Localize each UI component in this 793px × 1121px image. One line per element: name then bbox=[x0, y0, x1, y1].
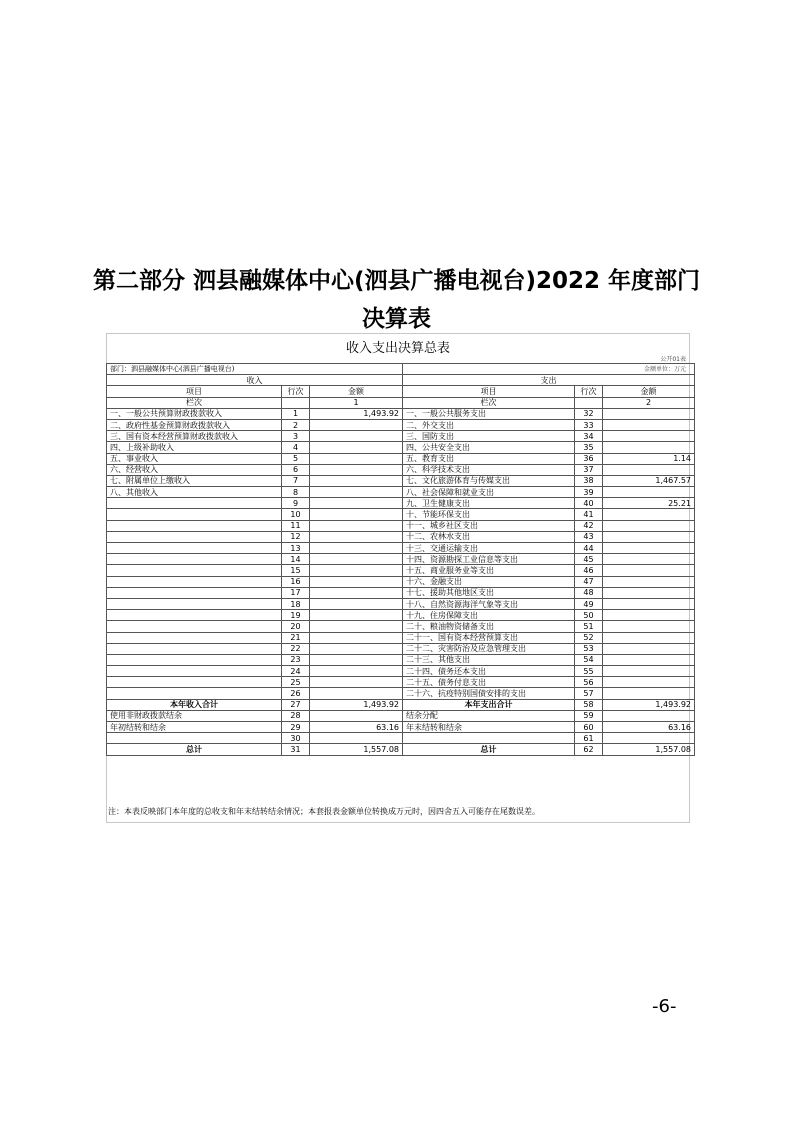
table-row bbox=[107, 621, 695, 632]
expense-item-header: 项目 bbox=[403, 386, 575, 397]
income-rowno-cell: 4 bbox=[282, 442, 310, 453]
expense-rowno-cell: 60 bbox=[575, 722, 603, 733]
income-item-cell bbox=[107, 677, 282, 688]
expense-column-number: 2 bbox=[603, 397, 695, 408]
expense-rowno-cell: 47 bbox=[575, 576, 603, 587]
expense-rowno-cell: 44 bbox=[575, 543, 603, 554]
income-rowno-cell: 24 bbox=[282, 666, 310, 677]
income-rowno-cell: 12 bbox=[282, 531, 310, 542]
summary-table-body bbox=[107, 364, 695, 756]
income-item-cell: 年初结转和结余 bbox=[107, 722, 282, 733]
income-item-cell: 六、经营收入 bbox=[107, 464, 282, 475]
table-row bbox=[107, 666, 695, 677]
expense-rowno-cell: 51 bbox=[575, 621, 603, 632]
income-rowno-cell: 5 bbox=[282, 453, 310, 464]
income-column-number: 1 bbox=[310, 397, 403, 408]
income-rowno-cell: 10 bbox=[282, 509, 310, 520]
income-header: 收入 bbox=[107, 375, 403, 386]
income-amount-cell bbox=[310, 520, 403, 531]
income-amount-cell bbox=[310, 419, 403, 430]
expense-item-cell: 八、社会保障和就业支出 bbox=[403, 487, 575, 498]
expense-amount-cell bbox=[603, 442, 695, 453]
page-heading-line1: 第二部分 泗县融媒体中心(泗县广播电视台)2022 年度部门 bbox=[92, 268, 701, 294]
expense-rowno-header: 行次 bbox=[575, 386, 603, 397]
table-row bbox=[107, 464, 695, 475]
expense-amount-cell bbox=[603, 688, 695, 699]
expense-amount-cell bbox=[603, 710, 695, 721]
expense-amount-cell bbox=[603, 733, 695, 744]
income-amount-cell bbox=[310, 677, 403, 688]
expense-rowno-cell: 38 bbox=[575, 475, 603, 486]
expense-item-cell: 一、一般公共服务支出 bbox=[403, 408, 575, 419]
income-column-blank bbox=[282, 397, 310, 408]
income-rowno-cell: 28 bbox=[282, 710, 310, 721]
income-rowno-cell: 30 bbox=[282, 733, 310, 744]
income-rowno-cell: 2 bbox=[282, 419, 310, 430]
table-row bbox=[107, 431, 695, 442]
income-amount-cell: 1,493.92 bbox=[310, 408, 403, 419]
total-row bbox=[107, 744, 695, 755]
income-item-cell bbox=[107, 621, 282, 632]
income-column-label: 栏次 bbox=[107, 397, 282, 408]
income-rowno-cell: 29 bbox=[282, 722, 310, 733]
table-row bbox=[107, 531, 695, 542]
expense-amount-cell: 1,557.08 bbox=[603, 744, 695, 755]
table-row bbox=[107, 610, 695, 621]
income-item-header: 项目 bbox=[107, 386, 282, 397]
expense-rowno-cell: 40 bbox=[575, 498, 603, 509]
income-amount-cell bbox=[310, 531, 403, 542]
table-title: 收入支出决算总表 bbox=[345, 341, 450, 356]
expense-amount-cell bbox=[603, 419, 695, 430]
expense-rowno-cell: 57 bbox=[575, 688, 603, 699]
expense-rowno-cell: 59 bbox=[575, 710, 603, 721]
expense-item-cell: 二十、粮油物资储备支出 bbox=[403, 621, 575, 632]
expense-amount-cell bbox=[603, 464, 695, 475]
expense-amount-cell: 25.21 bbox=[603, 498, 695, 509]
expense-amount-cell bbox=[603, 520, 695, 531]
income-rowno-cell: 15 bbox=[282, 565, 310, 576]
income-amount-cell: 1,493.92 bbox=[310, 699, 403, 710]
income-rowno-cell: 7 bbox=[282, 475, 310, 486]
income-item-cell: 使用非财政拨款结余 bbox=[107, 710, 282, 721]
department-row bbox=[107, 364, 695, 375]
table-row bbox=[107, 587, 695, 598]
expense-rowno-cell: 56 bbox=[575, 677, 603, 688]
income-amount-cell bbox=[310, 565, 403, 576]
income-item-cell: 四、上级补助收入 bbox=[107, 442, 282, 453]
table-row bbox=[107, 498, 695, 509]
income-item-cell: 总计 bbox=[107, 744, 282, 755]
expense-item-cell: 十五、商业服务业等支出 bbox=[403, 565, 575, 576]
income-rowno-cell: 25 bbox=[282, 677, 310, 688]
income-amount-cell bbox=[310, 666, 403, 677]
expense-rowno-cell: 37 bbox=[575, 464, 603, 475]
table-row bbox=[107, 632, 695, 643]
income-item-cell bbox=[107, 587, 282, 598]
expense-rowno-cell: 41 bbox=[575, 509, 603, 520]
expense-rowno-cell: 50 bbox=[575, 610, 603, 621]
income-item-cell bbox=[107, 520, 282, 531]
income-amount-cell bbox=[310, 576, 403, 587]
expense-rowno-cell: 39 bbox=[575, 487, 603, 498]
expense-amount-header: 金额 bbox=[603, 386, 695, 397]
income-item-cell bbox=[107, 509, 282, 520]
income-amount-cell bbox=[310, 632, 403, 643]
expense-amount-cell bbox=[603, 487, 695, 498]
income-item-cell bbox=[107, 498, 282, 509]
table-row bbox=[107, 598, 695, 609]
expense-item-cell: 总计 bbox=[403, 744, 575, 755]
expense-item-cell: 十八、自然资源海洋气象等支出 bbox=[403, 598, 575, 609]
income-amount-cell bbox=[310, 643, 403, 654]
income-item-cell: 二、政府性基金预算财政拨款收入 bbox=[107, 419, 282, 430]
income-item-cell: 本年收入合计 bbox=[107, 699, 282, 710]
expense-rowno-cell: 43 bbox=[575, 531, 603, 542]
expense-item-cell: 二十四、债务还本支出 bbox=[403, 666, 575, 677]
expense-column-label: 栏次 bbox=[403, 397, 575, 408]
income-amount-cell bbox=[310, 464, 403, 475]
expense-item-cell: 年末结转和结余 bbox=[403, 722, 575, 733]
expense-item-cell: 四、公共安全支出 bbox=[403, 442, 575, 453]
income-item-cell: 一、一般公共预算财政拨款收入 bbox=[107, 408, 282, 419]
income-amount-cell bbox=[310, 509, 403, 520]
income-item-cell bbox=[107, 688, 282, 699]
income-rowno-cell: 9 bbox=[282, 498, 310, 509]
table-row bbox=[107, 408, 695, 419]
expense-item-cell: 五、教育支出 bbox=[403, 453, 575, 464]
expense-item-cell: 九、卫生健康支出 bbox=[403, 498, 575, 509]
expense-amount-cell bbox=[603, 643, 695, 654]
income-amount-cell bbox=[310, 733, 403, 744]
income-item-cell: 八、其他收入 bbox=[107, 487, 282, 498]
expense-rowno-cell: 32 bbox=[575, 408, 603, 419]
income-amount-cell bbox=[310, 654, 403, 665]
table-note: 注：本表反映部门本年度的总收支和年末结转结余情况；本套报表金额单位转换成万元时，因四舍五入可能存在尾数误差。 bbox=[108, 807, 540, 816]
expense-rowno-cell: 48 bbox=[575, 587, 603, 598]
income-rowno-cell: 26 bbox=[282, 688, 310, 699]
income-rowno-cell: 31 bbox=[282, 744, 310, 755]
table-row bbox=[107, 576, 695, 587]
income-item-cell bbox=[107, 643, 282, 654]
income-item-cell bbox=[107, 610, 282, 621]
section-header-row bbox=[107, 375, 695, 386]
expense-rowno-cell: 34 bbox=[575, 431, 603, 442]
expense-amount-cell bbox=[603, 621, 695, 632]
expense-column-blank bbox=[575, 397, 603, 408]
expense-amount-cell bbox=[603, 509, 695, 520]
table-row bbox=[107, 733, 695, 744]
income-amount-header: 金额 bbox=[310, 386, 403, 397]
income-rowno-cell: 22 bbox=[282, 643, 310, 654]
summary-table bbox=[106, 363, 695, 756]
income-rowno-cell: 16 bbox=[282, 576, 310, 587]
table-row bbox=[107, 442, 695, 453]
income-rowno-cell: 21 bbox=[282, 632, 310, 643]
expense-amount-cell: 63.16 bbox=[603, 722, 695, 733]
expense-rowno-cell: 58 bbox=[575, 699, 603, 710]
income-rowno-cell: 20 bbox=[282, 621, 310, 632]
table-row bbox=[107, 554, 695, 565]
expense-amount-cell bbox=[603, 666, 695, 677]
income-item-cell: 五、事业收入 bbox=[107, 453, 282, 464]
income-item-cell bbox=[107, 654, 282, 665]
income-rowno-header: 行次 bbox=[282, 386, 310, 397]
expense-amount-cell bbox=[603, 654, 695, 665]
income-item-cell bbox=[107, 598, 282, 609]
page-heading-line2: 决算表 bbox=[362, 306, 431, 332]
page-number: -6- bbox=[652, 996, 677, 1017]
expense-header: 支出 bbox=[403, 375, 695, 386]
income-rowno-cell: 19 bbox=[282, 610, 310, 621]
income-amount-cell bbox=[310, 453, 403, 464]
income-amount-cell bbox=[310, 431, 403, 442]
income-amount-cell bbox=[310, 543, 403, 554]
column-header-row bbox=[107, 386, 695, 397]
expense-rowno-cell: 54 bbox=[575, 654, 603, 665]
expense-amount-cell: 1,467.57 bbox=[603, 475, 695, 486]
income-amount-cell bbox=[310, 598, 403, 609]
income-item-cell bbox=[107, 565, 282, 576]
expense-item-cell: 本年支出合计 bbox=[403, 699, 575, 710]
expense-amount-cell: 1,493.92 bbox=[603, 699, 695, 710]
expense-item-cell: 十四、资源勘探工业信息等支出 bbox=[403, 554, 575, 565]
expense-item-cell: 二十三、其他支出 bbox=[403, 654, 575, 665]
income-amount-cell: 1,557.08 bbox=[310, 744, 403, 755]
expense-amount-cell bbox=[603, 632, 695, 643]
table-row bbox=[107, 722, 695, 733]
income-rowno-cell: 3 bbox=[282, 431, 310, 442]
income-amount-cell bbox=[310, 487, 403, 498]
table-row bbox=[107, 688, 695, 699]
income-rowno-cell: 11 bbox=[282, 520, 310, 531]
income-item-cell bbox=[107, 666, 282, 677]
income-rowno-cell: 18 bbox=[282, 598, 310, 609]
expense-item-cell: 结余分配 bbox=[403, 710, 575, 721]
expense-item-cell: 十六、金融支出 bbox=[403, 576, 575, 587]
expense-item-cell: 二十二、灾害防治及应急管理支出 bbox=[403, 643, 575, 654]
expense-rowno-cell: 62 bbox=[575, 744, 603, 755]
expense-item-cell: 二、外交支出 bbox=[403, 419, 575, 430]
income-rowno-cell: 8 bbox=[282, 487, 310, 498]
income-amount-cell bbox=[310, 475, 403, 486]
income-amount-cell bbox=[310, 587, 403, 598]
expense-item-cell: 十二、农林水支出 bbox=[403, 531, 575, 542]
expense-amount-cell bbox=[603, 431, 695, 442]
expense-rowno-cell: 33 bbox=[575, 419, 603, 430]
expense-rowno-cell: 45 bbox=[575, 554, 603, 565]
expense-amount-cell bbox=[603, 531, 695, 542]
income-item-cell: 三、国有资本经营预算财政拨款收入 bbox=[107, 431, 282, 442]
income-amount-cell: 63.16 bbox=[310, 722, 403, 733]
table-row bbox=[107, 520, 695, 531]
income-rowno-cell: 14 bbox=[282, 554, 310, 565]
form-number: 公开01表 bbox=[660, 356, 686, 363]
subtotal-row bbox=[107, 699, 695, 710]
expense-amount-cell bbox=[603, 576, 695, 587]
expense-rowno-cell: 49 bbox=[575, 598, 603, 609]
income-item-cell: 七、附属单位上缴收入 bbox=[107, 475, 282, 486]
income-item-cell bbox=[107, 632, 282, 643]
income-item-cell bbox=[107, 531, 282, 542]
expense-item-cell: 十一、城乡社区支出 bbox=[403, 520, 575, 531]
expense-rowno-cell: 42 bbox=[575, 520, 603, 531]
income-rowno-cell: 17 bbox=[282, 587, 310, 598]
income-amount-cell bbox=[310, 621, 403, 632]
expense-item-cell: 十三、交通运输支出 bbox=[403, 543, 575, 554]
expense-rowno-cell: 36 bbox=[575, 453, 603, 464]
expense-item-cell: 十、节能环保支出 bbox=[403, 509, 575, 520]
expense-rowno-cell: 52 bbox=[575, 632, 603, 643]
expense-amount-cell bbox=[603, 587, 695, 598]
expense-rowno-cell: 61 bbox=[575, 733, 603, 744]
expense-amount-cell bbox=[603, 598, 695, 609]
table-row bbox=[107, 453, 695, 464]
table-row bbox=[107, 509, 695, 520]
expense-item-cell: 十七、援助其他地区支出 bbox=[403, 587, 575, 598]
department-cell: 部门：泗县融媒体中心(泗县广播电视台) bbox=[107, 364, 403, 375]
expense-amount-cell: 1.14 bbox=[603, 453, 695, 464]
income-amount-cell bbox=[310, 498, 403, 509]
income-rowno-cell: 23 bbox=[282, 654, 310, 665]
table-row bbox=[107, 643, 695, 654]
expense-item-cell: 六、科学技术支出 bbox=[403, 464, 575, 475]
expense-amount-cell bbox=[603, 408, 695, 419]
table-row bbox=[107, 565, 695, 576]
income-rowno-cell: 13 bbox=[282, 543, 310, 554]
table-row bbox=[107, 487, 695, 498]
expense-amount-cell bbox=[603, 610, 695, 621]
amount-unit: 金额单位：万元 bbox=[643, 366, 686, 373]
income-amount-cell bbox=[310, 554, 403, 565]
expense-item-cell: 十九、住房保障支出 bbox=[403, 610, 575, 621]
income-amount-cell bbox=[310, 710, 403, 721]
expense-item-cell: 三、国防支出 bbox=[403, 431, 575, 442]
expense-item-cell: 二十五、债务付息支出 bbox=[403, 677, 575, 688]
income-item-cell bbox=[107, 576, 282, 587]
expense-amount-cell bbox=[603, 565, 695, 576]
income-amount-cell bbox=[310, 610, 403, 621]
table-row bbox=[107, 654, 695, 665]
income-amount-cell bbox=[310, 688, 403, 699]
income-item-cell bbox=[107, 554, 282, 565]
income-item-cell bbox=[107, 543, 282, 554]
table-row bbox=[107, 543, 695, 554]
expense-item-cell: 七、文化旅游体育与传媒支出 bbox=[403, 475, 575, 486]
table-row bbox=[107, 475, 695, 486]
department-blank bbox=[403, 364, 695, 375]
income-amount-cell bbox=[310, 442, 403, 453]
expense-amount-cell bbox=[603, 543, 695, 554]
expense-rowno-cell: 55 bbox=[575, 666, 603, 677]
income-rowno-cell: 27 bbox=[282, 699, 310, 710]
expense-rowno-cell: 35 bbox=[575, 442, 603, 453]
expense-amount-cell bbox=[603, 554, 695, 565]
expense-item-cell: 二十六、抗疫特别国债安排的支出 bbox=[403, 688, 575, 699]
table-row bbox=[107, 419, 695, 430]
expense-item-cell: 二十一、国有资本经营预算支出 bbox=[403, 632, 575, 643]
income-rowno-cell: 6 bbox=[282, 464, 310, 475]
income-item-cell bbox=[107, 733, 282, 744]
column-index-row bbox=[107, 397, 695, 408]
expense-item-cell bbox=[403, 733, 575, 744]
table-row bbox=[107, 677, 695, 688]
income-rowno-cell: 1 bbox=[282, 408, 310, 419]
expense-rowno-cell: 53 bbox=[575, 643, 603, 654]
table-row bbox=[107, 710, 695, 721]
expense-rowno-cell: 46 bbox=[575, 565, 603, 576]
expense-amount-cell bbox=[603, 677, 695, 688]
